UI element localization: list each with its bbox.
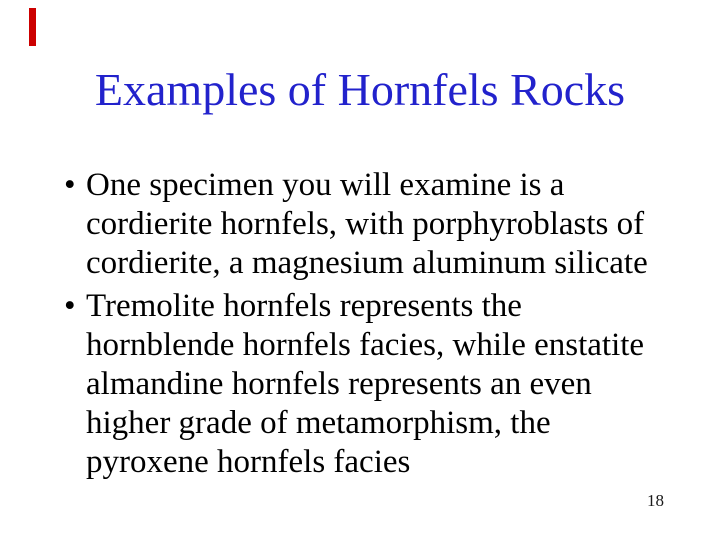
bullet-line: Tremolite hornfels represents the — [86, 288, 522, 324]
bullet-line: cordierite, a magnesium aluminum silicate — [86, 245, 648, 281]
bullet-line: almandine hornfels represents an even — [86, 366, 592, 402]
bullet-item — [64, 287, 684, 482]
bullet-line: hornblende hornfels facies, while enstatite — [86, 327, 645, 363]
bullet-text — [86, 287, 684, 482]
bullet-marker: • — [64, 167, 76, 203]
bullet-marker: • — [64, 288, 76, 324]
bullet-text — [86, 166, 684, 283]
bullet-line: One specimen you will examine is a — [86, 167, 565, 203]
slide-title: Examples of Hornfels Rocks — [94, 64, 626, 115]
bullet-item — [64, 166, 684, 283]
page-number: 18 — [647, 491, 664, 510]
red-accent-bar — [29, 8, 36, 46]
bullet-line: cordierite hornfels, with porphyroblasts of — [86, 206, 645, 242]
bullet-line: higher grade of metamorphism, the — [86, 405, 551, 441]
bullet-line: pyroxene hornfels facies — [86, 444, 411, 480]
bullet-list — [64, 166, 684, 482]
